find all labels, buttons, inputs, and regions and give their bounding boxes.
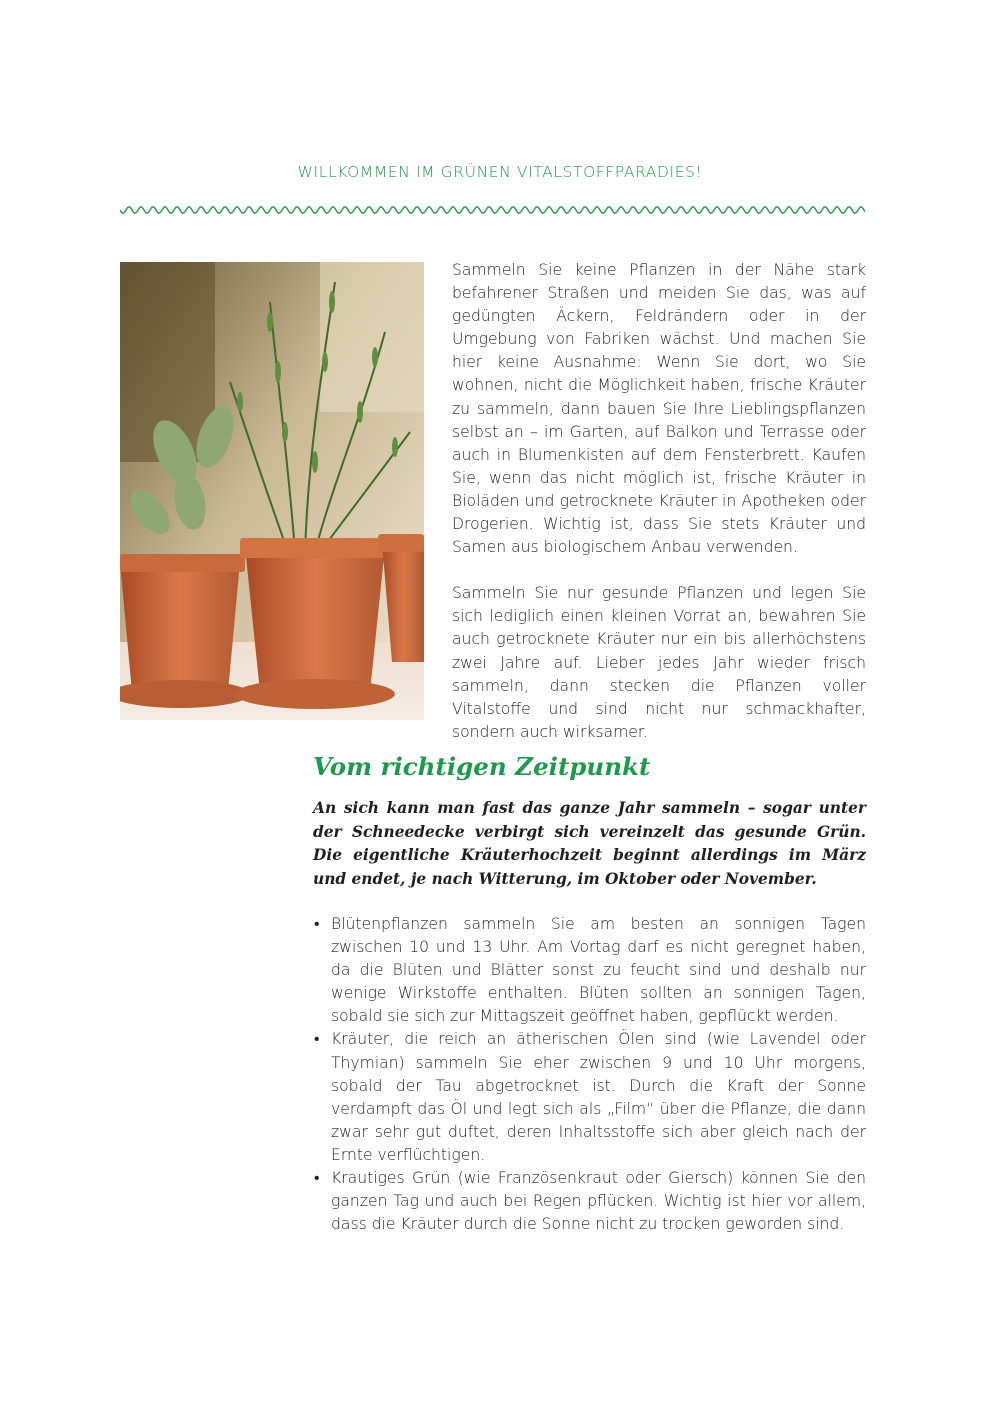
herb-pots-photo — [120, 262, 424, 720]
list-item: • Krautiges Grün (wie Französenkraut oder Giersch) können Sie den ganzen Tag und auch bei Regen pflücken. Wichtig ist hier vor allem, dass die Kräuter durch die Sonne nicht zu trocken geworden sind. — [313, 1167, 866, 1236]
list-item: • Blütenpflanzen sammeln Sie am besten an sonnigen Tagen zwischen 10 und 13 Uhr. Am Vortag darf es nicht geregnet haben, da die Blüten und Blätter sonst zu feucht sind und deshalb nur wenige Wirkstoffe enthalten. Blüten sollten an sonnigen Tagen, sobald sie sich zur Mittagszeit geöffnet haben, gepflückt werden. — [313, 913, 866, 1028]
intro-text — [452, 259, 866, 744]
intro-paragraph: Sammeln Sie nur gesunde Pflanzen und legen Sie sich lediglich einen kleinen Vorrat an, bewahren Sie auch getrocknete Kräuter nur ein bis allerhöchstens zwei Jahre auf. Lieber jedes Jahr wieder frisch sammeln, dann stecken die Pflanzen voller Vitalstoffe und sind nicht nur schmackhafter, sondern auch wirksamer. — [452, 584, 866, 741]
intro-paragraph: Sammeln Sie keine Pflanzen in der Nähe stark befahrener Straßen und meiden Sie das, was auf gedüngten Äckern, Feldrändern oder in der Umgebung von Fabriken wächst. Und machen Sie hier keine Ausnahme: Wenn Sie dort, wo Sie wohnen, nicht die Möglichkeit haben, frische Kräuter zu sammeln, dann bauen Sie Ihre Lieblingspflanzen selbst an – im Garten, auf Balkon und Terrasse oder auch in Blumenkisten auf dem Fensterbrett. Kaufen Sie, wenn das nicht möglich ist, frische Kräuter in Bioläden und getrocknete Kräuter in Apotheken oder Drogerien. Wichtig ist, dass Sie stets Kräuter und Samen aus biologischem Anbau verwenden. — [452, 261, 866, 557]
bullet-list — [313, 913, 866, 1236]
section-title: Vom richtigen Zeitpunkt — [313, 752, 651, 781]
running-head: WILLKOMMEN IM GRÜNEN VITALSTOFFPARADIES! — [297, 163, 703, 181]
wavy-divider — [120, 202, 865, 218]
section-lead: An sich kann man fast das ganze Jahr sammeln – sogar unter der Schneedecke verbirgt sich vereinzelt das gesunde Grün. Die eigentliche Kräuterhochzeit beginnt allerdings im März und endet, je nach Witterung, im Oktober oder November. — [313, 799, 866, 888]
list-item: • Kräuter, die reich an ätherischen Ölen sind (wie Lavendel oder Thymian) sammeln Sie eher zwischen 9 und 10 Uhr morgens, sobald der Tau abgetrocknet ist. Durch die Kraft der Sonne verdampft das Öl und legt sich als „Film“ über die Pflanze, die dann zwar sehr gut duftet, deren Inhaltsstoffe sich aber gleich nach der Ernte verflüchtigen. — [313, 1028, 866, 1167]
